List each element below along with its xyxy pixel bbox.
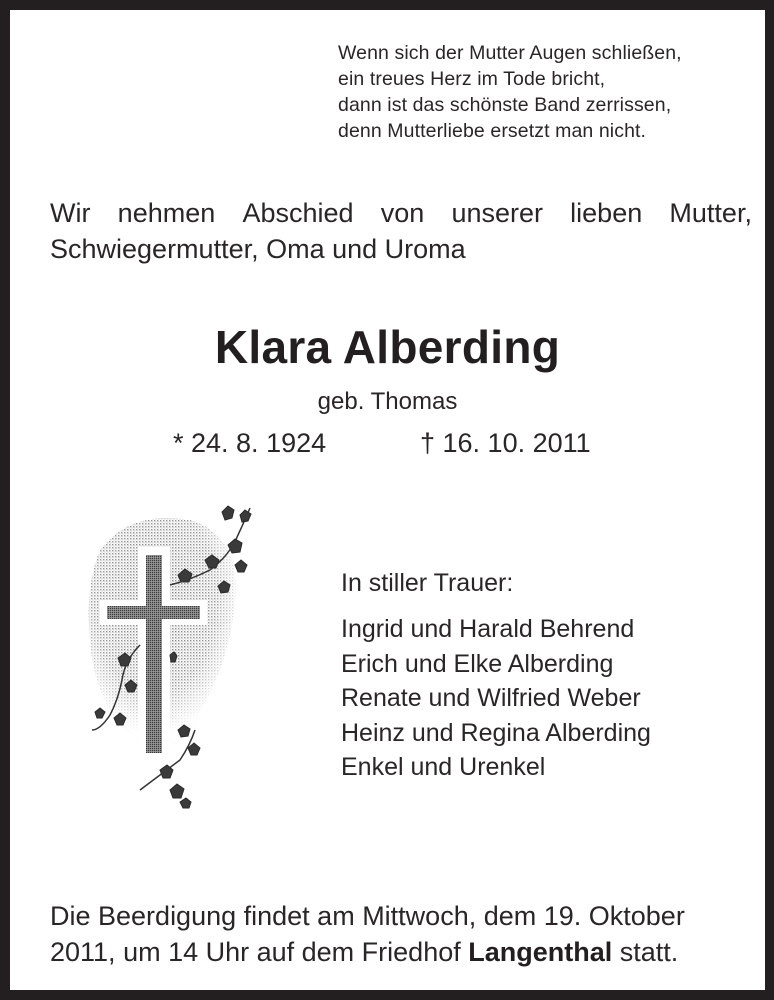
birth-name: geb. Thomas bbox=[317, 388, 458, 415]
intro-line-2: Schwiegermutter, Oma und Uroma bbox=[50, 234, 466, 264]
mourners-list bbox=[341, 566, 651, 785]
mourner-name: Heinz und Regina Alberding bbox=[341, 718, 651, 747]
funeral-info bbox=[50, 898, 685, 970]
poem-line: dann ist das schönste Band zerrissen, bbox=[338, 94, 672, 116]
intro-word: von bbox=[380, 198, 425, 228]
mourner-name: Enkel und Urenkel bbox=[341, 753, 546, 781]
obituary-notice bbox=[10, 10, 765, 990]
mourner-name: Ingrid und Harald Behrend bbox=[341, 615, 635, 643]
mourner-name: Erich und Elke Alberding bbox=[341, 649, 614, 678]
funeral-text: statt. bbox=[612, 937, 679, 967]
poem-line: ein treues Herz im Tode bricht, bbox=[338, 68, 606, 90]
funeral-line-2 bbox=[50, 934, 685, 970]
intro-word: Wir bbox=[50, 198, 91, 228]
poem-line: Wenn sich der Mutter Augen schließen, bbox=[338, 42, 682, 64]
intro-word: Mutter, bbox=[669, 198, 752, 228]
funeral-text: 2011, um 14 Uhr auf dem Friedhof bbox=[50, 937, 469, 967]
poem-line: denn Mutterliebe ersetzt man nicht. bbox=[338, 120, 647, 142]
intro-word: Abschied bbox=[242, 198, 354, 228]
intro-word: unserer bbox=[451, 198, 543, 228]
intro-line-1 bbox=[50, 195, 752, 231]
intro-word: nehmen bbox=[117, 198, 216, 228]
birth-date: * 24. 8. 1924 bbox=[173, 428, 327, 458]
funeral-line-1: Die Beerdigung findet am Mittwoch, dem 19. Oktober bbox=[50, 901, 685, 931]
poem bbox=[338, 40, 682, 144]
deceased-name: Klara Alberding bbox=[214, 321, 561, 373]
cemetery-name: Langenthal bbox=[468, 937, 613, 967]
intro-word: lieben bbox=[570, 198, 643, 228]
cross-with-ivy-icon bbox=[70, 490, 270, 820]
farewell-intro bbox=[50, 195, 752, 267]
death-date: † 16. 10. 2011 bbox=[420, 428, 591, 458]
mourners-heading: In stiller Trauer: bbox=[341, 569, 514, 597]
mourner-name: Renate und Wilfried Weber bbox=[341, 684, 641, 712]
